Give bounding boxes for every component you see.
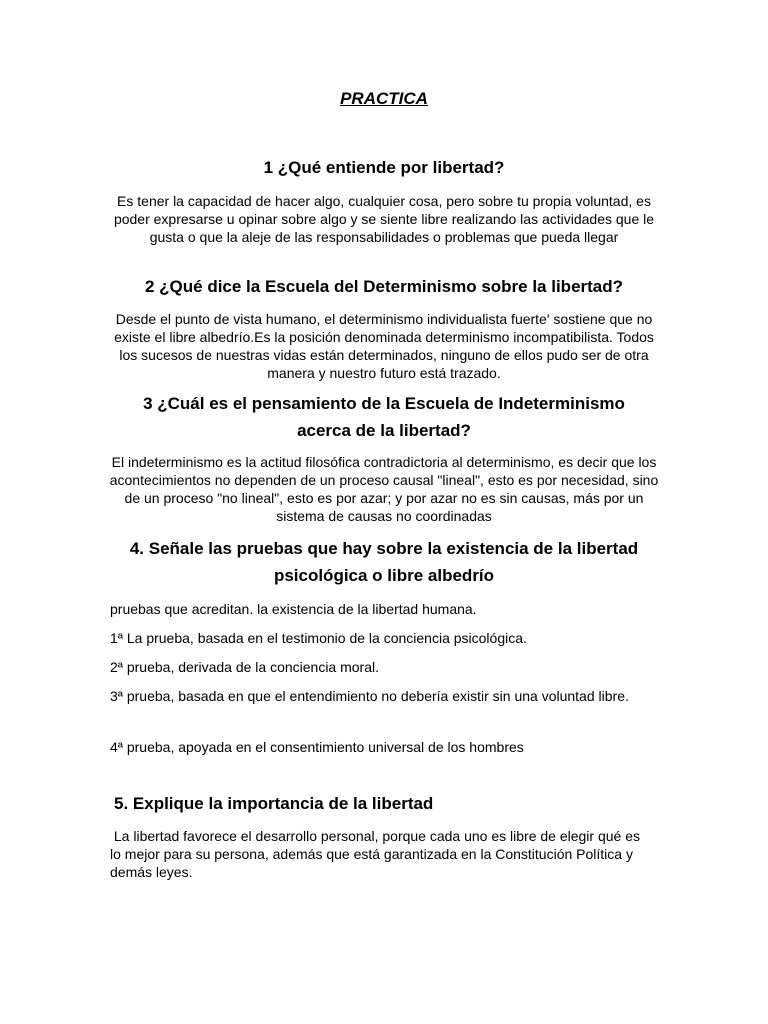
proof-item-2: 2ª prueba, derivada de la conciencia moral. (110, 659, 380, 675)
question-2: 2 ¿Qué dice la Escuela del Determinismo sobre la libertad? (144, 277, 624, 296)
answer-3: El indeterminismo es la actitud filosófica contradictoria al determinismo, es decir que los acontecimientos no dependen de un proceso causal "lineal", esto es por necesidad, sino de un proceso "no lineal", esto es por azar; y por azar no es sin causas, más por un sistema de causas no coordinadas (109, 454, 659, 524)
question-1: 1 ¿Qué entiende por libertad? (263, 158, 505, 177)
proof-item-4: 4ª prueba, apoyada en el consentimiento universal de los hombres (110, 739, 524, 755)
question-3: 3 ¿Cuál es el pensamiento de la Escuela de Indeterminismo acerca de la libertad? (143, 394, 625, 440)
document-title: PRACTICA (340, 89, 428, 108)
question-5: 5. Explique la importancia de la libertad (114, 794, 434, 813)
answer-5: La libertad favorece el desarrollo personal, porque cada uno es libre de elegir qué es lo mejor para su persona, además que está garantizada en la Constitución Política y demás leyes. (110, 828, 644, 880)
proof-item-1: 1ª La prueba, basada en el testimonio de la conciencia psicológica. (110, 630, 527, 646)
answer-2: Desde el punto de vista humano, el determinismo individualista fuerte' sostiene que no existe el libre albedrío.Es la posición denominada determinismo incompatibilista. Todos los sucesos de nuestras vidas están determinados, ninguno de ellos pudo ser de otra manera y nuestro futuro está trazado. (114, 311, 654, 381)
proof-item-3: 3ª prueba, basada en que el entendimiento no debería existir sin una voluntad libre. (110, 688, 629, 704)
answer-1: Es tener la capacidad de hacer algo, cualquier cosa, pero sobre tu propia voluntad, es poder expresarse u opinar sobre algo y se siente libre realizando las actividades que le gusta o que la aleje de las responsabilidades o problemas que pueda llegar (113, 193, 655, 245)
proofs-intro: pruebas que acreditan. la existencia de la libertad humana. (110, 601, 477, 617)
question-4: 4. Señale las pruebas que hay sobre la existencia de la libertad psicológica o libre albedrío (129, 539, 639, 585)
